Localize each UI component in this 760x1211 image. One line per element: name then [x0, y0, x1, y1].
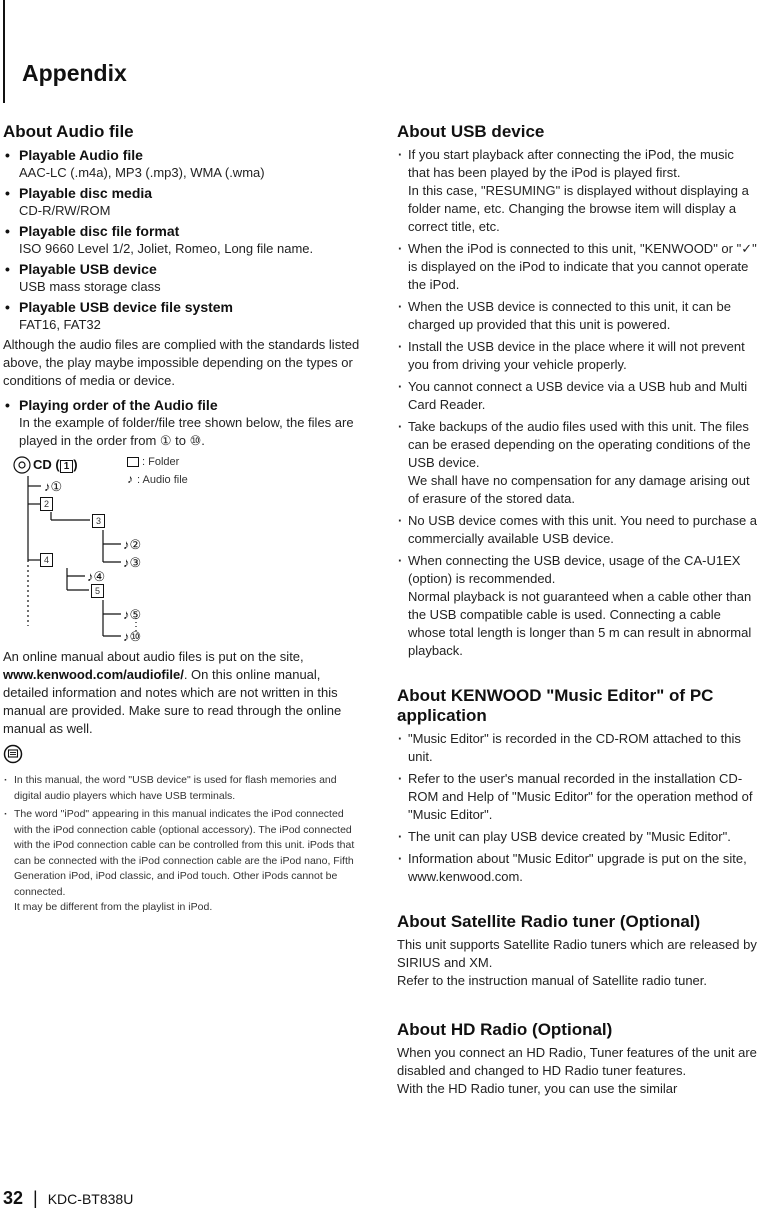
music-editor-list — [397, 730, 759, 886]
tree-file-10: ♪⑩ — [123, 629, 142, 644]
music-editor-item: · "Music Editor" is recorded in the CD-ROM attached to this unit. — [397, 730, 759, 766]
audio-item-body: FAT16, FAT32 — [19, 317, 101, 332]
tree-file-5: ♪⑤ — [123, 607, 142, 622]
playing-order-head: • Playing order of the Audio file — [19, 397, 218, 413]
audio-item-5 — [3, 298, 365, 334]
playing-order-item — [3, 396, 365, 450]
legend-audio-file: ♪ : Audio file — [127, 472, 188, 486]
sidebar-rule — [3, 0, 5, 103]
legend-folder: : Folder — [127, 456, 179, 468]
tree-folder-4: 4 — [40, 553, 53, 567]
page-number: 32 — [3, 1188, 24, 1208]
usb-item: · You cannot connect a USB device via a USB hub and Multi Card Reader. — [397, 378, 759, 414]
section-heading-audio-file: About Audio file — [3, 122, 134, 141]
usb-item: · When the USB device is connected to this unit, it can be charged up provided that this unit is powered. — [397, 298, 759, 334]
right-column — [397, 122, 759, 1098]
note-item: · In this manual, the word "USB device" is used for flash memories and digital audio players which have USB terminals. — [3, 773, 365, 804]
audio-item-1 — [3, 146, 365, 182]
audio-item-head: • Playable USB device file system — [19, 299, 233, 315]
audio-item-2 — [3, 184, 365, 220]
note-icon — [3, 744, 23, 769]
audio-item-body: USB mass storage class — [19, 279, 161, 294]
audio-item-head: • Playable Audio file — [19, 147, 143, 163]
section-heading-hd-radio: About HD Radio (Optional) — [397, 1020, 613, 1039]
cd-disc-icon — [14, 457, 30, 473]
tree-file-2: ♪② — [123, 537, 142, 552]
music-editor-item: · Refer to the user's manual recorded in the installation CD-ROM and Help of "Music Editor" for the operation method of "Music Editor". — [397, 770, 759, 824]
audio-item-head: • Playable disc media — [19, 185, 153, 201]
page-title: Appendix — [22, 60, 127, 86]
footer-separator: | — [33, 1188, 38, 1208]
online-manual-paragraph: An online manual about audio files is put on the site, www.kenwood.com/audiofile/. On this online manual, detailed information and notes which are not written in this manual are provided. Make sure to read through the online manual as well. — [3, 649, 342, 736]
usb-item: · When connecting the USB device, usage of the CA-U1EX (option) is recommended. Normal playback is not guaranteed when a cable other than the USB compatible cable is used. Connecting a cable whose total length is longer than 5 m can result in abnormal playback. — [397, 552, 759, 660]
audio-item-body: ISO 9660 Level 1/2, Joliet, Romeo, Long file name. — [19, 241, 314, 256]
playing-order-body: In the example of folder/file tree shown below, the files are played in the order from ① to ⑩. — [19, 415, 354, 448]
tree-file-4: ♪④ — [87, 569, 106, 584]
usb-item: · Install the USB device in the place where it will not prevent you from driving your vehicle properly. — [397, 338, 759, 374]
tree-root-label: CD ( 1 ) — [33, 457, 78, 472]
tree-folder-5: 5 — [91, 584, 104, 598]
audio-item-head: • Playable disc file format — [19, 223, 180, 239]
section-heading-satellite: About Satellite Radio tuner (Optional) — [397, 912, 701, 931]
online-manual-url: www.kenwood.com/audiofile/ — [3, 667, 184, 682]
section-heading-usb-device: About USB device — [397, 122, 545, 141]
section-heading-music-editor: About KENWOOD "Music Editor" of PC application — [397, 686, 714, 725]
usb-item: · When the iPod is connected to this unit, "KENWOOD" or "✓" is displayed on the iPod to indicate that you cannot operate the iPod. — [397, 240, 759, 294]
standards-note: Although the audio files are complied with the standards listed above, the play maybe impossible depending on the types or conditions of media or device. — [3, 337, 360, 388]
music-editor-item: · The unit can play USB device created by "Music Editor". — [397, 828, 759, 846]
folder-icon — [127, 457, 139, 467]
audio-item-3 — [3, 222, 365, 258]
tree-file-1: ♪① — [44, 479, 63, 494]
model-number: KDC-BT838U — [47, 1191, 134, 1207]
folder-file-tree — [3, 454, 365, 644]
audio-item-4 — [3, 260, 365, 296]
audio-item-body: AAC-LC (.m4a), MP3 (.mp3), WMA (.wma) — [19, 165, 265, 180]
left-column — [3, 122, 365, 919]
note-item: · The word "iPod" appearing in this manual indicates the iPod connected with the iPod connection cable (optional accessory). The iPod connected with the iPod connection cable can be controlled from this unit. iPods that can be connected with the iPod connection cable are the iPod nano, Fifth Generation iPod, iPod classic, and iPod touch. Other iPods cannot be connected. It may be different from the playlist in iPod. — [3, 807, 365, 916]
tree-file-3: ♪③ — [123, 555, 142, 570]
music-note-icon: ♪ — [127, 472, 133, 486]
tree-folder-2: 2 — [40, 497, 53, 511]
usb-item: · No USB device comes with this unit. You need to purchase a commercially available USB device. — [397, 512, 759, 548]
usb-item: · If you start playback after connecting the iPod, the music that has been played by the iPod is played first. In this case, "RESUMING" is displayed without displaying a folder name, etc. Changing the browse item will display a correct title, etc. — [397, 146, 759, 236]
notes-list — [3, 773, 365, 916]
tree-lines — [3, 454, 233, 640]
music-editor-item: · Information about "Music Editor" upgrade is put on the site, www.kenwood.com. — [397, 850, 759, 886]
usb-device-list — [397, 146, 759, 660]
tree-folder-3: 3 — [92, 514, 105, 528]
page-footer — [3, 1188, 133, 1209]
hd-radio-body: When you connect an HD Radio, Tuner features of the unit are disabled and changed to HD Radio tuner features. With the HD Radio tuner, you can use the similar — [397, 1045, 757, 1096]
satellite-body: This unit supports Satellite Radio tuners which are released by SIRIUS and XM. Refer to the instruction manual of Satellite radio tuner. — [397, 937, 757, 988]
audio-item-head: • Playable USB device — [19, 261, 157, 277]
audio-item-body: CD-R/RW/ROM — [19, 203, 111, 218]
usb-item: · Take backups of the audio files used with this unit. The files can be erased depending on the operating conditions of the USB device. We shall have no compensation for any damage arising out of erasure of the stored data. — [397, 418, 759, 508]
